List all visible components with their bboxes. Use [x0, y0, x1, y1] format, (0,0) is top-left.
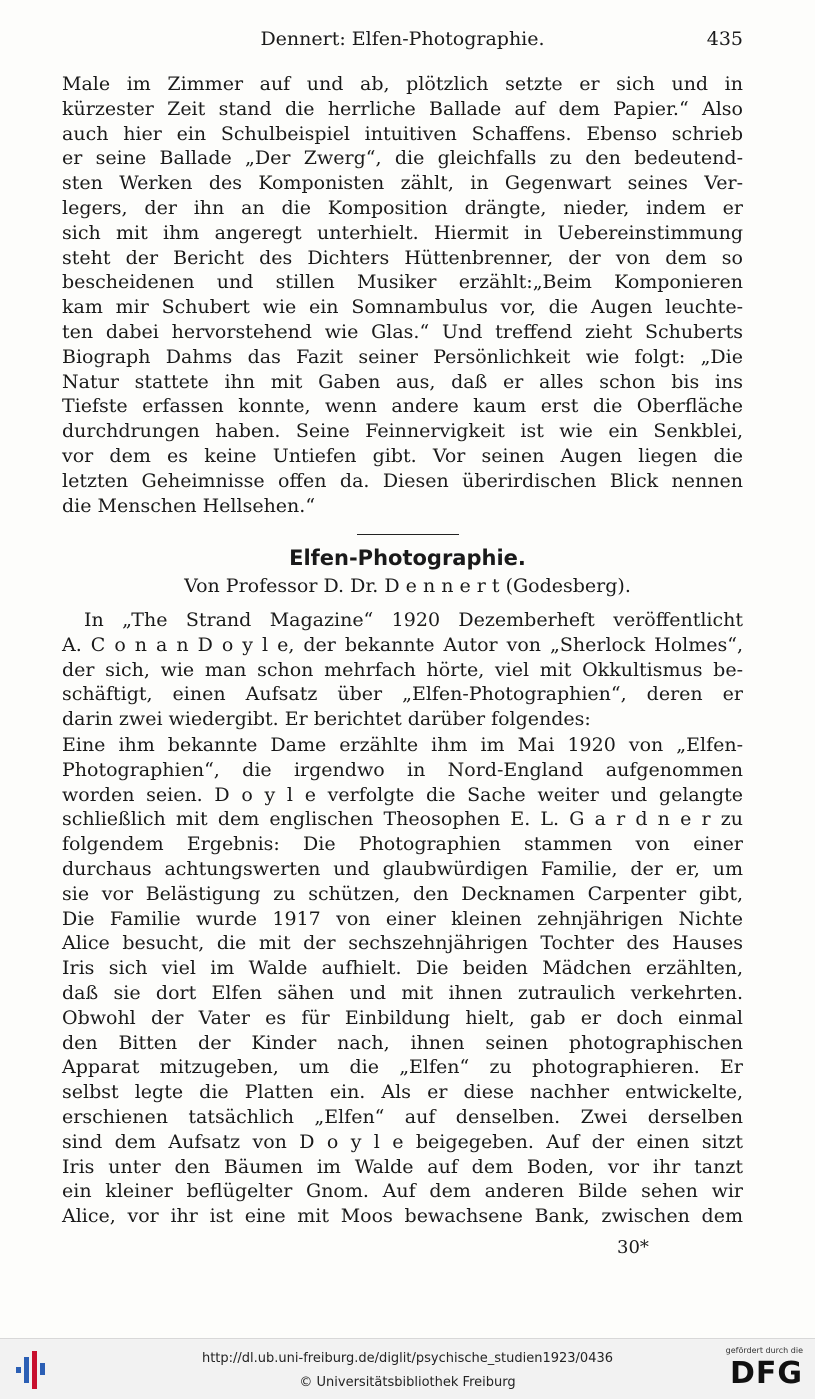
- text-line: ein kleiner beflügelter Gnom. Auf dem anderen Bilde sehen wir: [62, 1180, 743, 1203]
- text-line: ten dabei hervorstehend wie Glas.“ Und treffend zieht Schuberts: [62, 320, 743, 343]
- text-line: letzten Geheimnisse offen da. Diesen überirdischen Blick nennen: [62, 469, 743, 492]
- text-line: Alice, vor ihr ist eine mit Moos bewachsene Bank, zwischen dem: [62, 1205, 743, 1228]
- text-line: Alice besucht, die mit der sechszehnjährigen Tochter des Hauses: [62, 932, 743, 955]
- text-line: sind dem Aufsatz von D o y l e beigegeben. Auf der einen sitzt: [62, 1130, 743, 1153]
- text-line: worden seien. D o y l e verfolgte die Sache weiter und gelangte: [62, 783, 743, 806]
- text-line: selbst legte die Platten ein. Als er diese nachher entwickelte,: [62, 1081, 743, 1104]
- text-line: auch hier ein Schulbeispiel intuitiven Schaffens. Ebenso schrieb: [62, 122, 743, 145]
- text-line: darin zwei wiedergibt. Er berichtet darüber folgendes:: [62, 708, 591, 731]
- text-line: der sich, wie man schon mehrfach hörte, viel mit Okkultismus be-: [62, 658, 743, 681]
- text-line: A. C o n a n D o y l e, der bekannte Autor von „Sherlock Holmes“,: [62, 633, 743, 656]
- section-divider: [357, 534, 459, 535]
- source-url-link[interactable]: http://dl.ub.uni-freiburg.de/diglit/psychische_studien1923/0436: [201, 1351, 614, 1366]
- text-line: durchdrungen haben. Seine Feinnervigkeit ist wie ein Senkblei,: [62, 420, 743, 443]
- page-number: 435: [706, 28, 743, 50]
- text-line: legers, der ihn an die Komposition drängte, nieder, indem er: [62, 196, 743, 219]
- text-line: kam mir Schubert wie ein Somnambulus vor, die Augen leuchte-: [62, 296, 743, 319]
- running-title: Dennert: Elfen-Photographie.: [260, 28, 545, 50]
- text-line: Die Familie wurde 1917 von einer kleinen zehnjährigen Nichte: [62, 907, 743, 930]
- text-line: daß sie dort Elfen sähen und mit ihnen zutraulich verkehrten.: [62, 981, 743, 1004]
- dfg-logo: DFG: [729, 1356, 803, 1391]
- text-line: schließlich mit dem englischen Theosophen E. L. G a r d n e r zu: [62, 808, 743, 831]
- running-head: [62, 28, 743, 54]
- text-line: folgendem Ergebnis: Die Photographien stammen von einer: [62, 833, 743, 856]
- text-line: Male im Zimmer auf und ab, plötzlich setzte er sich und in: [62, 73, 743, 95]
- text-line: sie vor Belästigung zu schützen, den Decknamen Carpenter gibt,: [62, 882, 743, 905]
- text-line: In „The Strand Magazine“ 1920 Dezemberheft veröffentlicht: [84, 609, 743, 631]
- paragraph-intro: [62, 608, 743, 732]
- text-line: Iris sich viel im Walde aufhielt. Die beiden Mädchen erzählten,: [62, 957, 743, 980]
- text-line: sten Werken des Komponisten zählt, in Gegenwart seines Ver-: [62, 172, 743, 195]
- article-title: Elfen-Photographie.: [289, 546, 526, 570]
- text-line: sich mit ihm angeregt unterhielt. Hiermit in Uebereinstimmung: [62, 221, 743, 244]
- paragraph-report: [62, 733, 743, 1229]
- paragraph-continuation: [62, 72, 743, 518]
- text-line: vor dem es keine Untiefen gibt. Vor seinen Augen liegen die: [62, 444, 743, 467]
- text-line: Photographien“, die irgendwo in Nord-England aufgenommen: [62, 758, 743, 781]
- copyright-notice: © Universitätsbibliothek Freiburg: [299, 1375, 516, 1390]
- sponsor-caption: gefördert durch die: [725, 1346, 803, 1355]
- text-line: Biograph Dahms das Fazit seiner Persönlichkeit wie folgt: „Die: [62, 345, 743, 368]
- text-line: den Bitten der Kinder nach, ihnen seinen photographischen: [62, 1031, 743, 1054]
- text-line: er seine Ballade „Der Zwerg“, die gleichfalls zu den bedeutend-: [62, 147, 743, 170]
- text-line: bescheidenen und stillen Musiker erzählt:„Beim Komponieren: [62, 271, 743, 294]
- text-line: erschienen tatsächlich „Elfen“ auf denselben. Zwei derselben: [62, 1105, 743, 1128]
- text-line: Iris unter den Bäumen im Walde auf dem Boden, vor ihr tanzt: [62, 1155, 743, 1178]
- text-line: schäftigt, einen Aufsatz über „Elfen-Photographien“, deren er: [62, 683, 743, 706]
- signature-mark: 30*: [617, 1237, 649, 1258]
- text-line: Obwohl der Vater es für Einbildung hielt, gab er doch einmal: [62, 1006, 743, 1029]
- text-line: Eine ihm bekannte Dame erzählte ihm im Mai 1920 von „Elfen-: [62, 734, 743, 756]
- text-line: steht der Bericht des Dichters Hüttenbrenner, der von dem so: [62, 246, 743, 269]
- text-line: Natur stattete ihn mit Gaben aus, daß er alles schon bis ins: [62, 370, 743, 393]
- article-byline: Von Professor D. Dr. D e n n e r t (Godesberg).: [184, 575, 631, 597]
- text-line: Apparat mitzugeben, um die „Elfen“ zu photographieren. Er: [62, 1056, 743, 1079]
- text-line: durchaus achtungswerten und glaubwürdigen Familie, der er, um: [62, 857, 743, 880]
- text-line: die Menschen Hellsehen.“: [62, 494, 316, 517]
- viewer-footer: [0, 1338, 815, 1399]
- text-line: Tiefste erfassen konnte, wenn andere kaum erst die Oberfläche: [62, 395, 743, 418]
- text-line: kürzester Zeit stand die herrliche Ballade auf dem Papier.“ Also: [62, 97, 743, 120]
